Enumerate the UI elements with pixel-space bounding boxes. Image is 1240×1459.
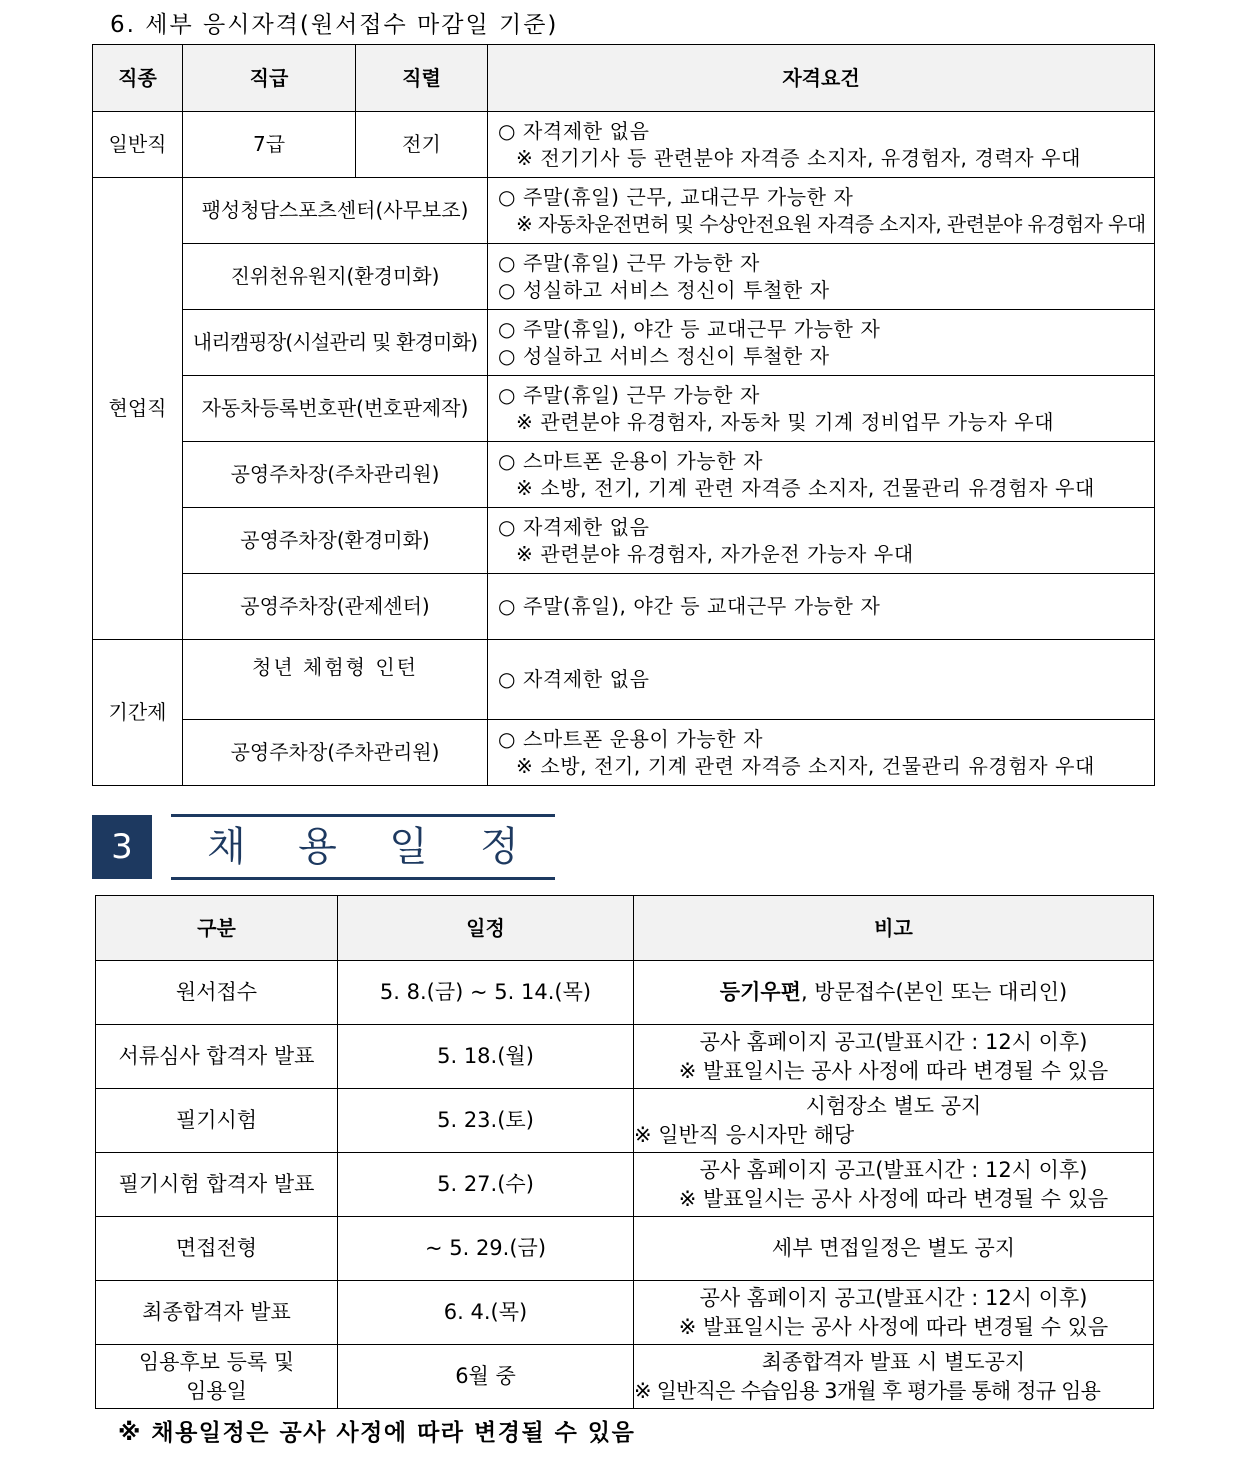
table-row <box>93 574 1155 640</box>
table-row <box>93 112 1155 178</box>
requirement-cell: ○ 자격제한 없음 <box>488 640 1155 720</box>
table-row <box>96 1217 1154 1281</box>
position-cell: 내리캠핑장(시설관리 및 환경미화) <box>183 310 488 376</box>
note-cell: 공사 홈페이지 공고(발표시간 : 12시 이후) ※ 발표일시는 공사 사정에 따라 변경될 수 있음 <box>634 1153 1154 1217</box>
table-row <box>93 244 1155 310</box>
table-row <box>93 310 1155 376</box>
date-cell: 5. 18.(월) <box>338 1025 634 1089</box>
requirement-cell: ○ 주말(휴일), 야간 등 교대근무 가능한 자 ○ 성실하고 서비스 정신이 투철한 자 <box>488 310 1155 376</box>
header-rule-bottom <box>171 877 555 880</box>
header-rule-top <box>171 814 555 817</box>
requirement-cell: ○ 자격제한 없음 ※ 전기기사 등 관련분야 자격증 소지자, 유경험자, 경력자 우대 <box>488 112 1155 178</box>
position-cell: 청년 체험형 인턴 <box>183 640 488 720</box>
table-row <box>93 178 1155 244</box>
table-row <box>96 1025 1154 1089</box>
date-cell: 6월 중 <box>338 1345 634 1409</box>
date-cell: 5. 8.(금) ~ 5. 14.(목) <box>338 961 634 1025</box>
table-row <box>93 442 1155 508</box>
table-row <box>96 1281 1154 1345</box>
requirement-cell: ○ 스마트폰 운용이 가능한 자 ※ 소방, 전기, 기계 관련 자격증 소지자, 건물관리 유경험자 우대 <box>488 442 1155 508</box>
table-row <box>96 1089 1154 1153</box>
requirement-cell: ○ 주말(휴일), 야간 등 교대근무 가능한 자 <box>488 574 1155 640</box>
date-cell: 5. 27.(수) <box>338 1153 634 1217</box>
table-row <box>93 376 1155 442</box>
job-type-field: 현업직 <box>93 178 183 640</box>
schedule-footnote: ※ 채용일정은 공사 사정에 따라 변경될 수 있음 <box>118 1420 636 1446</box>
series-cell: 전기 <box>356 112 488 178</box>
section-6-title: 6. 세부 응시자격(원서접수 마감일 기준) <box>110 12 559 38</box>
table-row <box>96 961 1154 1025</box>
requirement-cell: ○ 주말(휴일) 근무 가능한 자 ※ 관련분야 유경험자, 자동차 및 기계 정비업무 가능자 우대 <box>488 376 1155 442</box>
header-category: 구분 <box>96 896 338 961</box>
header-job-type: 직종 <box>93 45 183 112</box>
item-cell: 필기시험 <box>96 1089 338 1153</box>
position-cell: 진위천유원지(환경미화) <box>183 244 488 310</box>
date-cell: 5. 23.(토) <box>338 1089 634 1153</box>
position-cell: 팽성청담스포츠센터(사무보조) <box>183 178 488 244</box>
note-cell: 공사 홈페이지 공고(발표시간 : 12시 이후) ※ 발표일시는 공사 사정에 따라 변경될 수 있음 <box>634 1025 1154 1089</box>
schedule-table <box>95 895 1154 1409</box>
position-cell: 자동차등록번호판(번호판제작) <box>183 376 488 442</box>
table-row <box>96 1153 1154 1217</box>
header-requirements: 자격요건 <box>488 45 1155 112</box>
qualification-table <box>92 44 1155 786</box>
position-cell: 공영주차장(주차관리원) <box>183 720 488 786</box>
requirement-cell: ○ 주말(휴일) 근무 가능한 자 ○ 성실하고 서비스 정신이 투철한 자 <box>488 244 1155 310</box>
note-cell: 시험장소 별도 공지 ※ 일반직 응시자만 해당 <box>634 1089 1154 1153</box>
note-cell: 공사 홈페이지 공고(발표시간 : 12시 이후) ※ 발표일시는 공사 사정에 따라 변경될 수 있음 <box>634 1281 1154 1345</box>
note-cell: 등기우편, 방문접수(본인 또는 대리인) <box>634 961 1154 1025</box>
section-number-badge: 3 <box>92 815 152 879</box>
table-header-row <box>96 896 1154 961</box>
requirement-cell: ○ 자격제한 없음 ※ 관련분야 유경험자, 자가운전 가능자 우대 <box>488 508 1155 574</box>
job-type-temp: 기간제 <box>93 640 183 786</box>
requirement-cell: ○ 스마트폰 운용이 가능한 자 ※ 소방, 전기, 기계 관련 자격증 소지자, 건물관리 유경험자 우대 <box>488 720 1155 786</box>
note-cell: 최종합격자 발표 시 별도공지 ※ 일반직은 수습임용 3개월 후 평가를 통해 정규 임용 <box>634 1345 1154 1409</box>
table-row <box>93 720 1155 786</box>
table-row <box>96 1345 1154 1409</box>
table-row <box>93 508 1155 574</box>
header-grade: 직급 <box>183 45 356 112</box>
job-type-general: 일반직 <box>93 112 183 178</box>
item-cell: 원서접수 <box>96 961 338 1025</box>
item-cell: 임용후보 등록 및 임용일 <box>96 1345 338 1409</box>
position-cell: 공영주차장(주차관리원) <box>183 442 488 508</box>
header-schedule: 일정 <box>338 896 634 961</box>
requirement-cell: ○ 주말(휴일) 근무, 교대근무 가능한 자 ※ 자동차운전면허 및 수상안전요원 자격증 소지자, 관련분야 유경험자 우대 <box>488 178 1155 244</box>
item-cell: 필기시험 합격자 발표 <box>96 1153 338 1217</box>
date-cell: ~ 5. 29.(금) <box>338 1217 634 1281</box>
table-row <box>93 640 1155 720</box>
header-remarks: 비고 <box>634 896 1154 961</box>
position-cell: 공영주차장(환경미화) <box>183 508 488 574</box>
note-cell: 세부 면접일정은 별도 공지 <box>634 1217 1154 1281</box>
item-cell: 최종합격자 발표 <box>96 1281 338 1345</box>
position-cell: 공영주차장(관제센터) <box>183 574 488 640</box>
header-series: 직렬 <box>356 45 488 112</box>
date-cell: 6. 4.(목) <box>338 1281 634 1345</box>
item-cell: 면접전형 <box>96 1217 338 1281</box>
section-3-title: 채 용 일 정 <box>207 824 519 870</box>
table-header-row <box>93 45 1155 112</box>
grade-cell: 7급 <box>183 112 356 178</box>
item-cell: 서류심사 합격자 발표 <box>96 1025 338 1089</box>
